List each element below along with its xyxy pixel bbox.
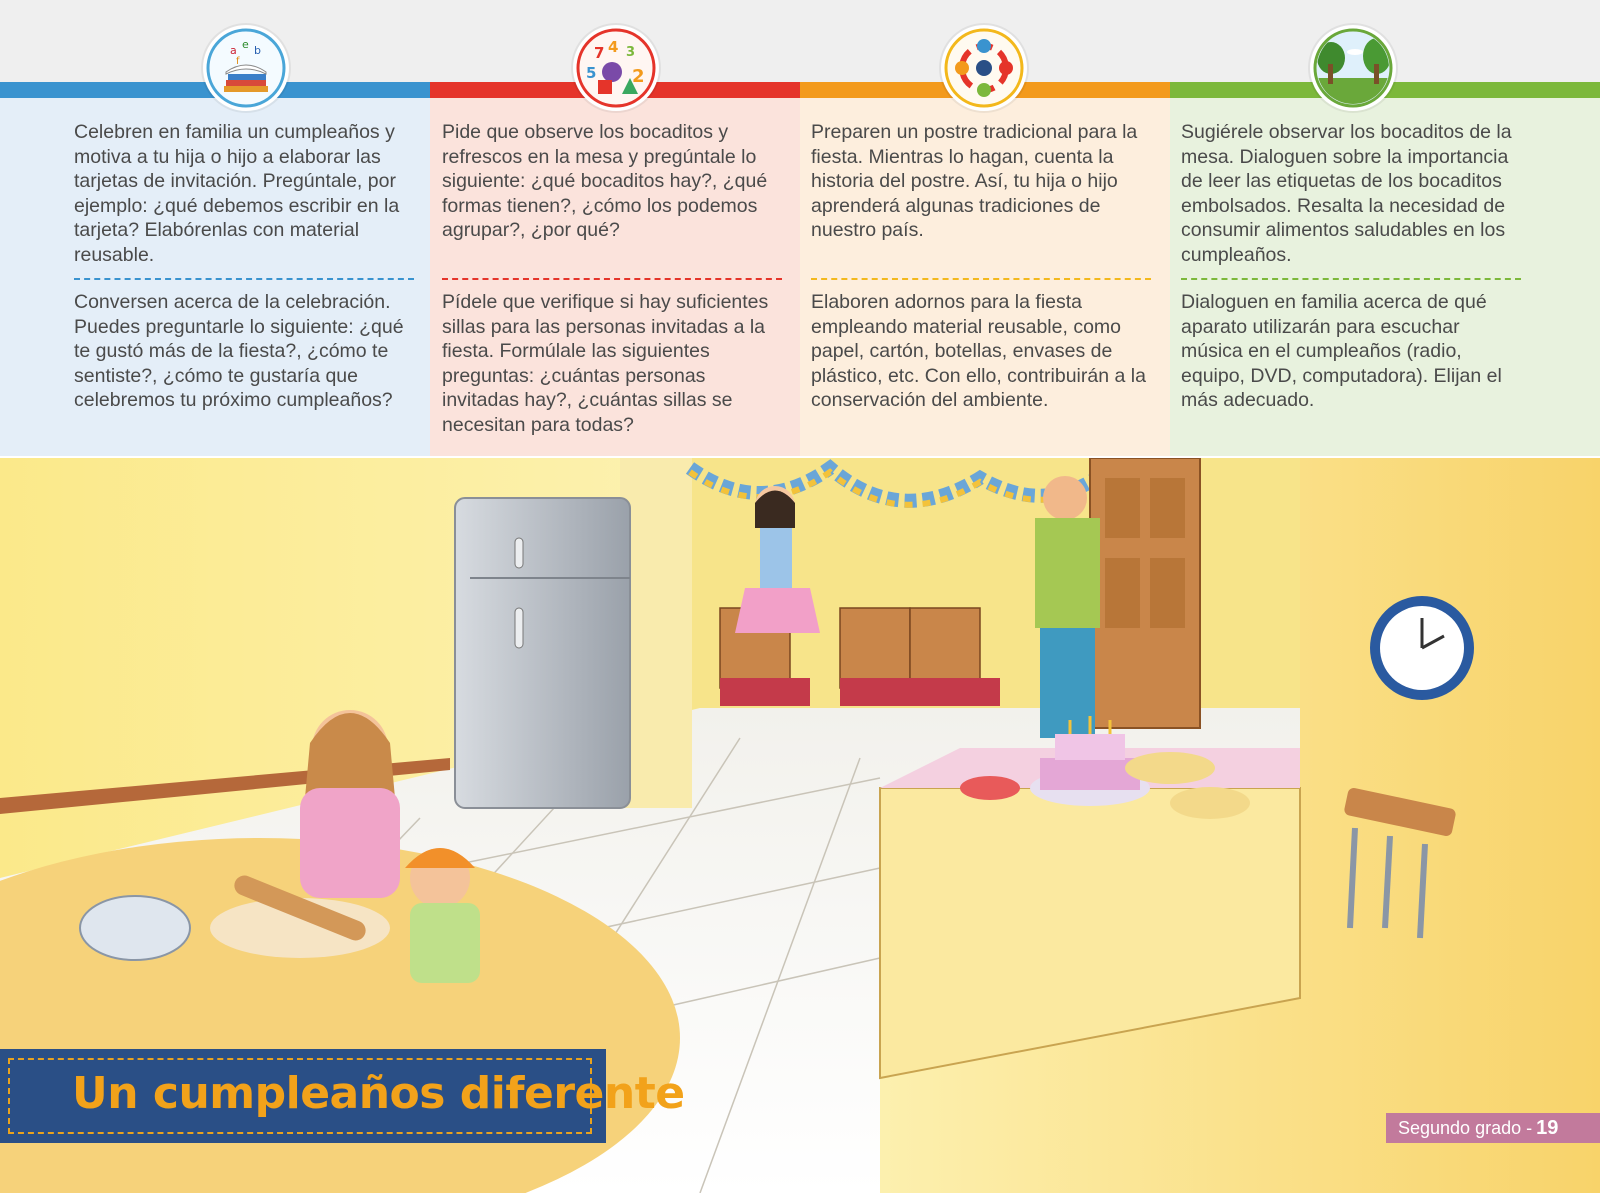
numbers-shapes-icon	[573, 25, 659, 111]
activity-paragraph-2: Pídele que verifique si hay suficientes sillas para las personas invitadas a la fiesta. Formúlale las siguientes preguntas: ¿cuántas personas invitadas hay?, ¿cuántas sillas se necesitan para todas?	[442, 291, 769, 436]
activity-column-2	[430, 38, 800, 456]
activity-column-3	[800, 82, 1170, 456]
svg-text:3: 3	[626, 45, 636, 60]
title-banner	[0, 1049, 685, 1143]
dashed-divider	[442, 278, 782, 280]
page-number-tag	[1386, 1113, 1600, 1143]
dashed-divider	[811, 278, 1151, 280]
activity-paragraph-1: Celebren en familia un cumpleaños y motiva a tu hija o hijo a elaborar las tarjetas de invitación. Pregúntale, por ejemplo: ¿qué debemos escribir en la tarjeta? Elabórenlas con material reusable.	[74, 121, 400, 266]
svg-text:7: 7	[594, 44, 605, 62]
page-number: 19	[1536, 1117, 1559, 1139]
activity-paragraph-2: Conversen acerca de la celebración. Puedes preguntarle lo siguiente: ¿qué te gustó más de la fiesta?, ¿cómo te sentiste?, ¿cómo te gustaría que celebremos tu próximo cumpleaños?	[74, 291, 404, 412]
page-title: Un cumpleaños diferente	[72, 1068, 685, 1119]
grade-text: Segundo grado -	[1398, 1118, 1533, 1138]
svg-text:a: a	[230, 44, 237, 57]
svg-text:b: b	[254, 44, 261, 57]
svg-text:2: 2	[632, 66, 645, 87]
dashed-divider	[1181, 278, 1521, 280]
activity-paragraph-1: Pide que observe los bocaditos y refrescos en la mesa y pregúntale lo siguiente: ¿qué bocaditos hay?, ¿qué formas tienen?, ¿cómo los podemos agrupar?, ¿por qué?	[442, 121, 768, 242]
svg-text:5: 5	[586, 64, 597, 82]
svg-text:4: 4	[608, 38, 619, 56]
svg-text:f: f	[236, 56, 240, 67]
grade-label	[1398, 1117, 1558, 1140]
people-circle-icon	[941, 25, 1027, 111]
activity-paragraph-2: Dialoguen en familia acerca de qué aparato utilizarán para escuchar música en el cumpleaños (radio, equipo, DVD, computadora). Elijan el más adecuado.	[1181, 291, 1502, 412]
svg-text:e: e	[242, 38, 249, 51]
books-alphabet-icon	[203, 25, 289, 111]
activity-paragraph-1: Sugiérele observar los bocaditos de la mesa. Dialoguen sobre la importancia de leer las etiquetas de los bocaditos embolsados. Resalta la necesidad de consumir alimentos saludables en los cumpleaños.	[1181, 121, 1512, 266]
activity-column-4	[1170, 82, 1600, 456]
nature-landscape-icon	[1310, 25, 1396, 111]
activity-paragraph-2: Elaboren adornos para la fiesta empleando material reusable, como papel, cartón, botellas, envases de plástico, etc. Con ello, contribuirán a la conservación del ambiente.	[811, 291, 1146, 412]
activity-paragraph-1: Preparen un postre tradicional para la fiesta. Mientras lo hagan, cuenta la historia del postre. Así, tu hija o hijo aprenderá algunas tradiciones de nuestro país.	[811, 121, 1138, 242]
dashed-divider	[74, 278, 414, 280]
activity-column-1	[0, 38, 430, 456]
